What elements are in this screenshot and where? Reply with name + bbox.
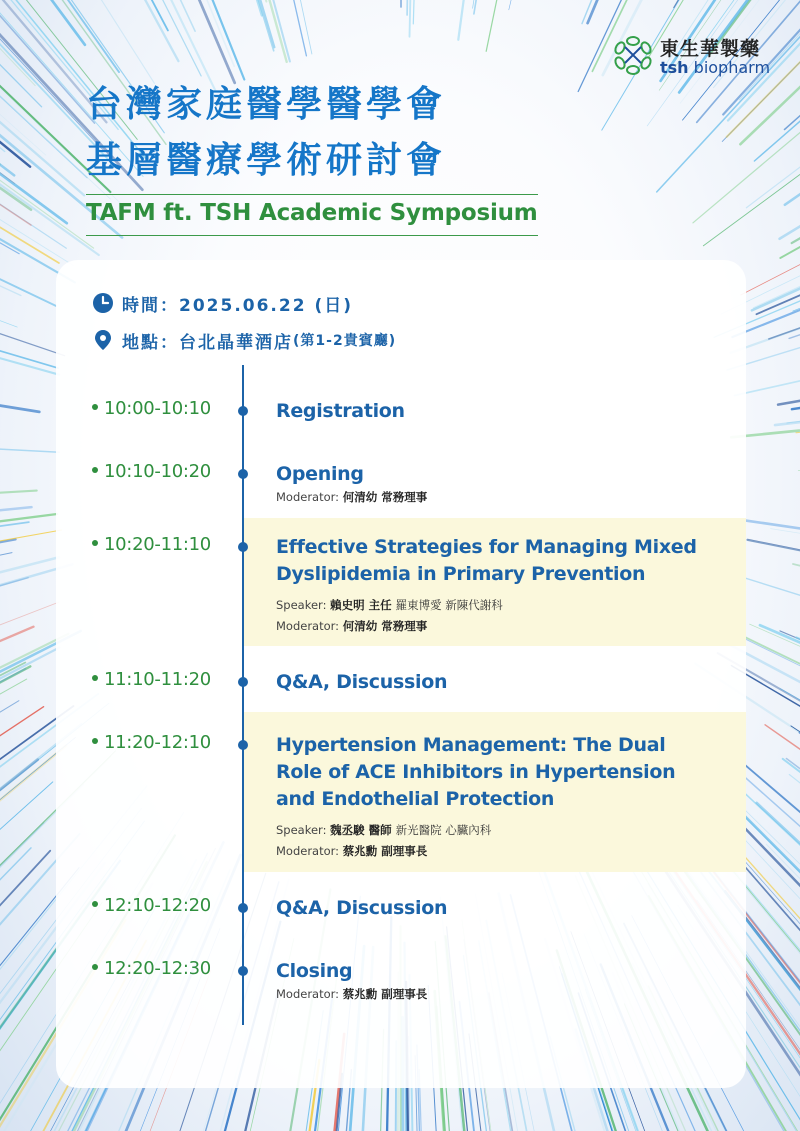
agenda-moderator: Moderator: 何清幼 常務理事 bbox=[276, 490, 428, 504]
light-ray bbox=[410, 0, 426, 37]
light-ray bbox=[0, 578, 28, 725]
agenda-time: 12:10-12:20 bbox=[92, 895, 211, 916]
light-ray bbox=[0, 0, 201, 76]
title-chinese-line1: 台灣家庭醫學醫學會 bbox=[86, 84, 447, 125]
title-divider-top bbox=[86, 194, 538, 195]
bullet-icon bbox=[92, 901, 98, 907]
light-ray bbox=[0, 679, 27, 933]
light-ray bbox=[0, 224, 59, 375]
place-value: 台北晶華酒店 bbox=[179, 332, 293, 353]
agenda-moderator: Moderator: 何清幼 常務理事 bbox=[276, 619, 428, 633]
light-ray bbox=[757, 803, 800, 1131]
light-ray bbox=[787, 361, 800, 423]
light-ray bbox=[765, 725, 800, 1024]
light-ray bbox=[0, 602, 59, 804]
agenda-topic: Q&A, Discussion bbox=[276, 671, 448, 693]
location-pin-icon bbox=[92, 329, 114, 351]
title-chinese-line2: 基層醫療學術研討會 bbox=[86, 140, 447, 181]
timeline-dot bbox=[238, 542, 248, 552]
timeline-dot bbox=[238, 903, 248, 913]
agenda-moderator: Moderator: 蔡兆勳 副理事長 bbox=[276, 987, 428, 1001]
timeline-dot bbox=[238, 677, 248, 687]
agenda-topic: Q&A, Discussion bbox=[276, 897, 448, 919]
agenda-speaker: Speaker: 魏丞駿 醫師 新光醫院 心臟內科 bbox=[276, 823, 492, 837]
timeline-dot bbox=[238, 966, 248, 976]
logo-chinese-name: 東生華製藥 bbox=[660, 38, 761, 60]
light-ray bbox=[0, 0, 87, 178]
light-ray bbox=[793, 122, 800, 311]
bullet-icon bbox=[92, 467, 98, 473]
light-ray bbox=[582, 0, 800, 24]
light-ray bbox=[771, 529, 800, 612]
agenda-time: 10:10-10:20 bbox=[92, 461, 211, 482]
logo-english-name: tsh biopharm bbox=[660, 58, 771, 77]
agenda-topic: Opening bbox=[276, 463, 364, 485]
timeline-dot bbox=[238, 469, 248, 479]
company-logo bbox=[610, 30, 770, 80]
light-ray bbox=[747, 540, 800, 649]
agenda-topic: Hypertension Management: The Dual Role of ACE Inhibitors in Hypertension and Endothelial Protection bbox=[276, 734, 676, 810]
agenda-speaker: Speaker: 賴史明 主任 羅東博愛 新陳代謝科 bbox=[276, 598, 503, 612]
light-ray bbox=[0, 760, 38, 1083]
agenda-topic: Registration bbox=[276, 400, 405, 422]
agenda-moderator: Moderator: 蔡兆勳 副理事長 bbox=[276, 844, 428, 858]
agenda-topic: Closing bbox=[276, 960, 353, 982]
leaf-wreath-icon bbox=[610, 32, 656, 78]
agenda-time: 10:20-11:10 bbox=[92, 534, 211, 555]
title-english: TAFM ft. TSH Academic Symposium bbox=[86, 200, 538, 226]
time-label: 時間： bbox=[122, 295, 179, 316]
bullet-icon bbox=[92, 404, 98, 410]
light-ray bbox=[775, 363, 800, 425]
light-ray bbox=[70, 0, 262, 15]
agenda-topic: Effective Strategies for Managing Mixed Dyslipidemia in Primary Prevention bbox=[276, 536, 697, 585]
light-ray bbox=[757, 97, 800, 314]
event-place-row bbox=[92, 325, 396, 355]
place-label: 地點： bbox=[122, 332, 179, 353]
bullet-icon bbox=[92, 964, 98, 970]
light-ray bbox=[0, 0, 5, 152]
light-ray bbox=[0, 173, 65, 355]
light-ray bbox=[796, 638, 800, 832]
agenda-time: 11:10-11:20 bbox=[92, 669, 211, 690]
light-ray bbox=[750, 624, 800, 846]
light-ray bbox=[0, 0, 35, 86]
timeline-line bbox=[242, 365, 244, 1025]
title-divider-bottom bbox=[86, 235, 538, 236]
light-ray bbox=[754, 81, 800, 308]
light-ray bbox=[0, 507, 32, 560]
agenda-time: 12:20-12:30 bbox=[92, 958, 211, 979]
light-ray bbox=[94, 0, 286, 62]
bullet-icon bbox=[92, 675, 98, 681]
timeline-dot bbox=[238, 740, 248, 750]
place-room: (第1-2貴賓廳) bbox=[293, 333, 397, 349]
agenda-time: 11:20-12:10 bbox=[92, 732, 211, 753]
light-ray bbox=[413, 0, 434, 24]
timeline-dot bbox=[238, 406, 248, 416]
time-value: 2025.06.22 (日) bbox=[179, 295, 354, 316]
light-ray bbox=[0, 0, 67, 223]
bullet-icon bbox=[92, 540, 98, 546]
light-ray bbox=[0, 423, 59, 452]
clock-icon bbox=[92, 292, 114, 314]
light-ray bbox=[407, 0, 418, 15]
light-ray bbox=[785, 0, 800, 205]
light-ray bbox=[0, 701, 19, 964]
agenda-time: 10:00-10:10 bbox=[92, 398, 211, 419]
light-ray bbox=[473, 0, 580, 8]
event-time-row bbox=[92, 288, 353, 318]
light-ray bbox=[0, 326, 39, 412]
light-ray bbox=[792, 331, 800, 409]
light-ray bbox=[87, 0, 266, 2]
bullet-icon bbox=[92, 738, 98, 744]
light-ray bbox=[474, 0, 586, 14]
light-ray bbox=[401, 0, 403, 7]
light-ray bbox=[754, 0, 800, 161]
